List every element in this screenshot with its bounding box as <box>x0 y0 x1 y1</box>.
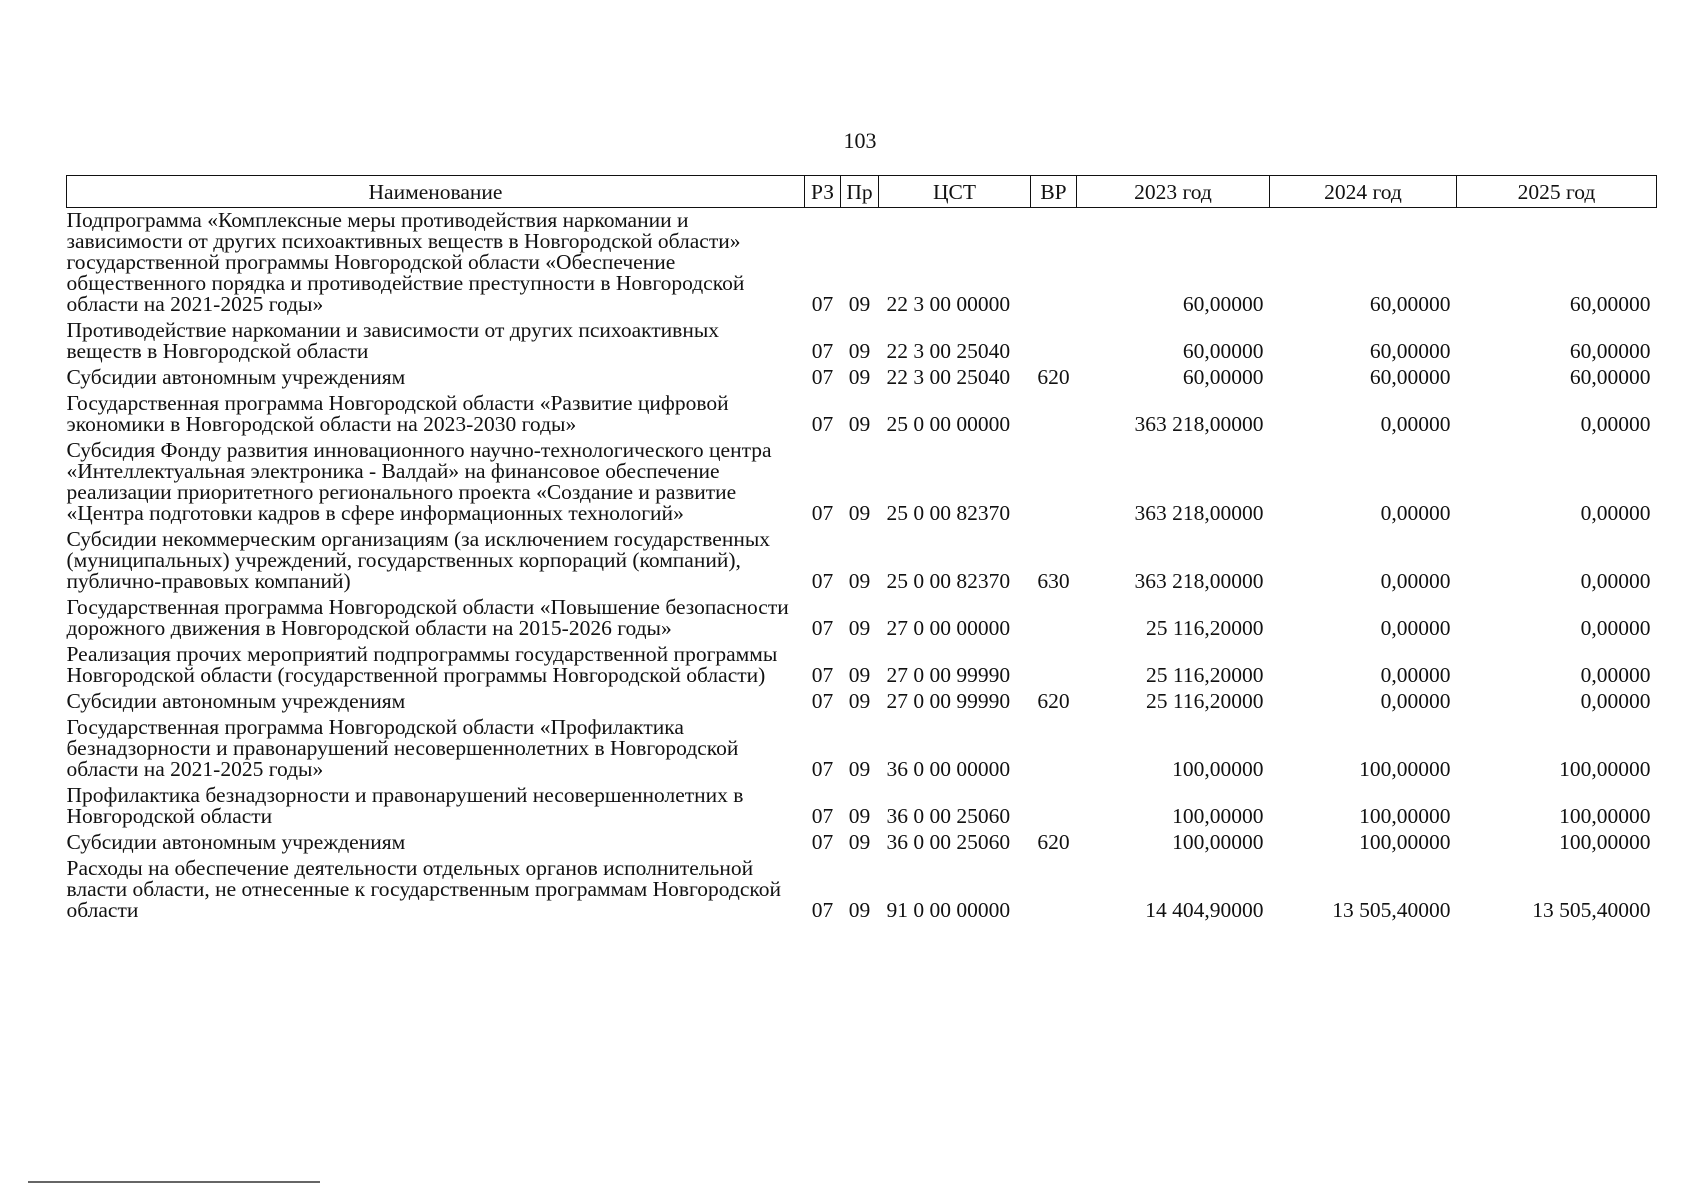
table-row <box>67 365 1657 391</box>
cell-pr: 09 <box>848 501 871 525</box>
header-2024: 2024 год <box>1270 176 1457 208</box>
cell-2025: 0,00000 <box>1580 689 1651 713</box>
cell-name: Государственная программа Новгородской области «Повышение безопасности дорожного движения в Новгородской области на 2015-2026 годы» <box>66 595 789 640</box>
header-rz: РЗ <box>805 176 841 208</box>
footer-divider <box>28 1181 320 1183</box>
cell-2023: 363 218,00000 <box>1134 412 1264 436</box>
cell-name: Субсидии автономным учреждениям <box>66 365 406 389</box>
cell-2023: 25 116,20000 <box>1146 689 1264 713</box>
table-row <box>67 830 1657 856</box>
header-vr: ВР <box>1031 176 1077 208</box>
header-name: Наименование <box>67 176 805 208</box>
cell-pr: 09 <box>848 663 871 687</box>
cell-vr: 620 <box>1037 365 1070 389</box>
cell-rz: 07 <box>811 804 834 828</box>
table-header-row <box>67 176 1657 208</box>
cell-2024: 60,00000 <box>1369 365 1451 389</box>
cell-rz: 07 <box>811 616 834 640</box>
cell-cst: 27 0 00 00000 <box>886 616 1011 640</box>
header-pr: Пр <box>841 176 879 208</box>
table-row <box>67 208 1657 319</box>
cell-2025: 60,00000 <box>1569 292 1651 316</box>
cell-name: Противодействие наркомании и зависимости от других психоактивных веществ в Новгородской области <box>66 318 720 363</box>
cell-name: Государственная программа Новгородской области «Развитие цифровой экономики в Новгородской области на 2023-2030 годы» <box>66 391 729 436</box>
cell-rz: 07 <box>811 898 834 922</box>
cell-cst: 27 0 00 99990 <box>886 663 1011 687</box>
cell-name: Реализация прочих мероприятий подпрограммы государственной программы Новгородской области (государственной программы Новгородской области) <box>66 642 778 687</box>
cell-pr: 09 <box>848 292 871 316</box>
cell-cst: 25 0 00 00000 <box>886 412 1011 436</box>
cell-rz: 07 <box>811 501 834 525</box>
budget-table <box>66 175 1657 924</box>
cell-rz: 07 <box>811 663 834 687</box>
cell-2023: 60,00000 <box>1182 365 1264 389</box>
cell-2024: 0,00000 <box>1380 689 1451 713</box>
cell-cst: 22 3 00 00000 <box>886 292 1011 316</box>
cell-pr: 09 <box>848 830 871 854</box>
cell-pr: 09 <box>848 412 871 436</box>
cell-2024: 100,00000 <box>1359 804 1451 828</box>
cell-2025: 100,00000 <box>1559 830 1651 854</box>
cell-rz: 07 <box>811 757 834 781</box>
cell-2023: 14 404,90000 <box>1145 898 1264 922</box>
cell-2025: 0,00000 <box>1580 412 1651 436</box>
cell-vr: 620 <box>1037 830 1070 854</box>
header-cst: ЦСТ <box>879 176 1031 208</box>
table-row <box>67 689 1657 715</box>
cell-rz: 07 <box>811 365 834 389</box>
cell-cst: 36 0 00 25060 <box>886 830 1011 854</box>
cell-2023: 25 116,20000 <box>1146 616 1264 640</box>
cell-vr <box>1031 438 1077 527</box>
header-2023: 2023 год <box>1077 176 1270 208</box>
cell-rz: 07 <box>811 569 834 593</box>
cell-vr <box>1031 391 1077 438</box>
cell-pr: 09 <box>848 757 871 781</box>
cell-2023: 60,00000 <box>1182 339 1264 363</box>
cell-2024: 100,00000 <box>1359 830 1451 854</box>
cell-pr: 09 <box>848 569 871 593</box>
cell-2025: 0,00000 <box>1580 616 1651 640</box>
cell-vr <box>1031 208 1077 319</box>
cell-cst: 25 0 00 82370 <box>886 569 1011 593</box>
cell-2024: 13 505,40000 <box>1332 898 1451 922</box>
cell-vr <box>1031 642 1077 689</box>
cell-vr <box>1031 783 1077 830</box>
cell-cst: 36 0 00 25060 <box>886 804 1011 828</box>
cell-2023: 60,00000 <box>1182 292 1264 316</box>
cell-name: Субсидии автономным учреждениям <box>66 830 406 854</box>
cell-2025: 60,00000 <box>1569 339 1651 363</box>
cell-vr <box>1031 715 1077 783</box>
cell-pr: 09 <box>848 898 871 922</box>
cell-cst: 36 0 00 00000 <box>886 757 1011 781</box>
cell-name: Профилактика безнадзорности и правонарушений несовершеннолетних в Новгородской области <box>66 783 744 828</box>
cell-2025: 100,00000 <box>1559 804 1651 828</box>
cell-cst: 91 0 00 00000 <box>886 898 1011 922</box>
cell-vr <box>1031 318 1077 365</box>
header-2025: 2025 год <box>1457 176 1657 208</box>
cell-rz: 07 <box>811 689 834 713</box>
page-number: 103 <box>843 128 877 153</box>
cell-cst: 22 3 00 25040 <box>886 365 1011 389</box>
cell-vr <box>1031 595 1077 642</box>
cell-name: Субсидии некоммерческим организациям (за исключением государственных (муниципальных) учреждений, государственных корпораций (компаний), публично-правовых компаний) <box>66 527 771 593</box>
table-row <box>67 783 1657 830</box>
cell-name: Расходы на обеспечение деятельности отдельных органов исполнительной власти области, не отнесенные к государственным программам Новгородской области <box>66 856 782 922</box>
cell-cst: 27 0 00 99990 <box>886 689 1011 713</box>
cell-vr: 620 <box>1037 689 1070 713</box>
cell-cst: 25 0 00 82370 <box>886 501 1011 525</box>
cell-pr: 09 <box>848 689 871 713</box>
table-row <box>67 318 1657 365</box>
cell-rz: 07 <box>811 830 834 854</box>
table-row <box>67 527 1657 595</box>
cell-2025: 0,00000 <box>1580 569 1651 593</box>
cell-rz: 07 <box>811 412 834 436</box>
cell-2025: 13 505,40000 <box>1532 898 1651 922</box>
cell-2024: 0,00000 <box>1380 569 1451 593</box>
cell-cst: 22 3 00 25040 <box>886 339 1011 363</box>
cell-2024: 0,00000 <box>1380 663 1451 687</box>
table-row <box>67 438 1657 527</box>
cell-vr <box>1031 856 1077 924</box>
cell-2025: 100,00000 <box>1559 757 1651 781</box>
cell-2023: 100,00000 <box>1172 830 1264 854</box>
cell-name: Подпрограмма «Комплексные меры противодействия наркомании и зависимости от других психоактивных веществ в Новгородской области» государственной программы Новгородской области «Обеспечение общественного порядка и противодействие преступности в Новгородской области на 2021-2025 годы» <box>66 208 745 316</box>
table-row <box>67 715 1657 783</box>
cell-2024: 100,00000 <box>1359 757 1451 781</box>
cell-2023: 363 218,00000 <box>1134 569 1264 593</box>
cell-2025: 60,00000 <box>1569 365 1651 389</box>
table-row <box>67 595 1657 642</box>
cell-2024: 0,00000 <box>1380 616 1451 640</box>
cell-pr: 09 <box>848 616 871 640</box>
table-row <box>67 856 1657 924</box>
cell-2025: 0,00000 <box>1580 663 1651 687</box>
cell-2024: 60,00000 <box>1369 339 1451 363</box>
cell-vr: 630 <box>1037 569 1070 593</box>
cell-pr: 09 <box>848 339 871 363</box>
cell-2023: 363 218,00000 <box>1134 501 1264 525</box>
cell-name: Субсидии автономным учреждениям <box>66 689 406 713</box>
cell-2024: 0,00000 <box>1380 412 1451 436</box>
cell-2024: 60,00000 <box>1369 292 1451 316</box>
cell-2023: 100,00000 <box>1172 804 1264 828</box>
cell-2024: 0,00000 <box>1380 501 1451 525</box>
cell-rz: 07 <box>811 339 834 363</box>
table-row <box>67 391 1657 438</box>
table-row <box>67 642 1657 689</box>
cell-name: Субсидия Фонду развития инновационного научно-технологического центра «Интеллектуальная электроника - Валдай» на финансовое обеспечение реализации приоритетного регионального проекта «Создание и развитие «Центра подготовки кадров в сфере информационных технологий» <box>66 438 772 525</box>
cell-pr: 09 <box>848 804 871 828</box>
cell-rz: 07 <box>811 292 834 316</box>
cell-2025: 0,00000 <box>1580 501 1651 525</box>
cell-2023: 100,00000 <box>1172 757 1264 781</box>
cell-name: Государственная программа Новгородской области «Профилактика безнадзорности и правонарушений несовершеннолетних в Новгородской области на 2021-2025 годы» <box>66 715 739 781</box>
cell-2023: 25 116,20000 <box>1146 663 1264 687</box>
cell-pr: 09 <box>848 365 871 389</box>
